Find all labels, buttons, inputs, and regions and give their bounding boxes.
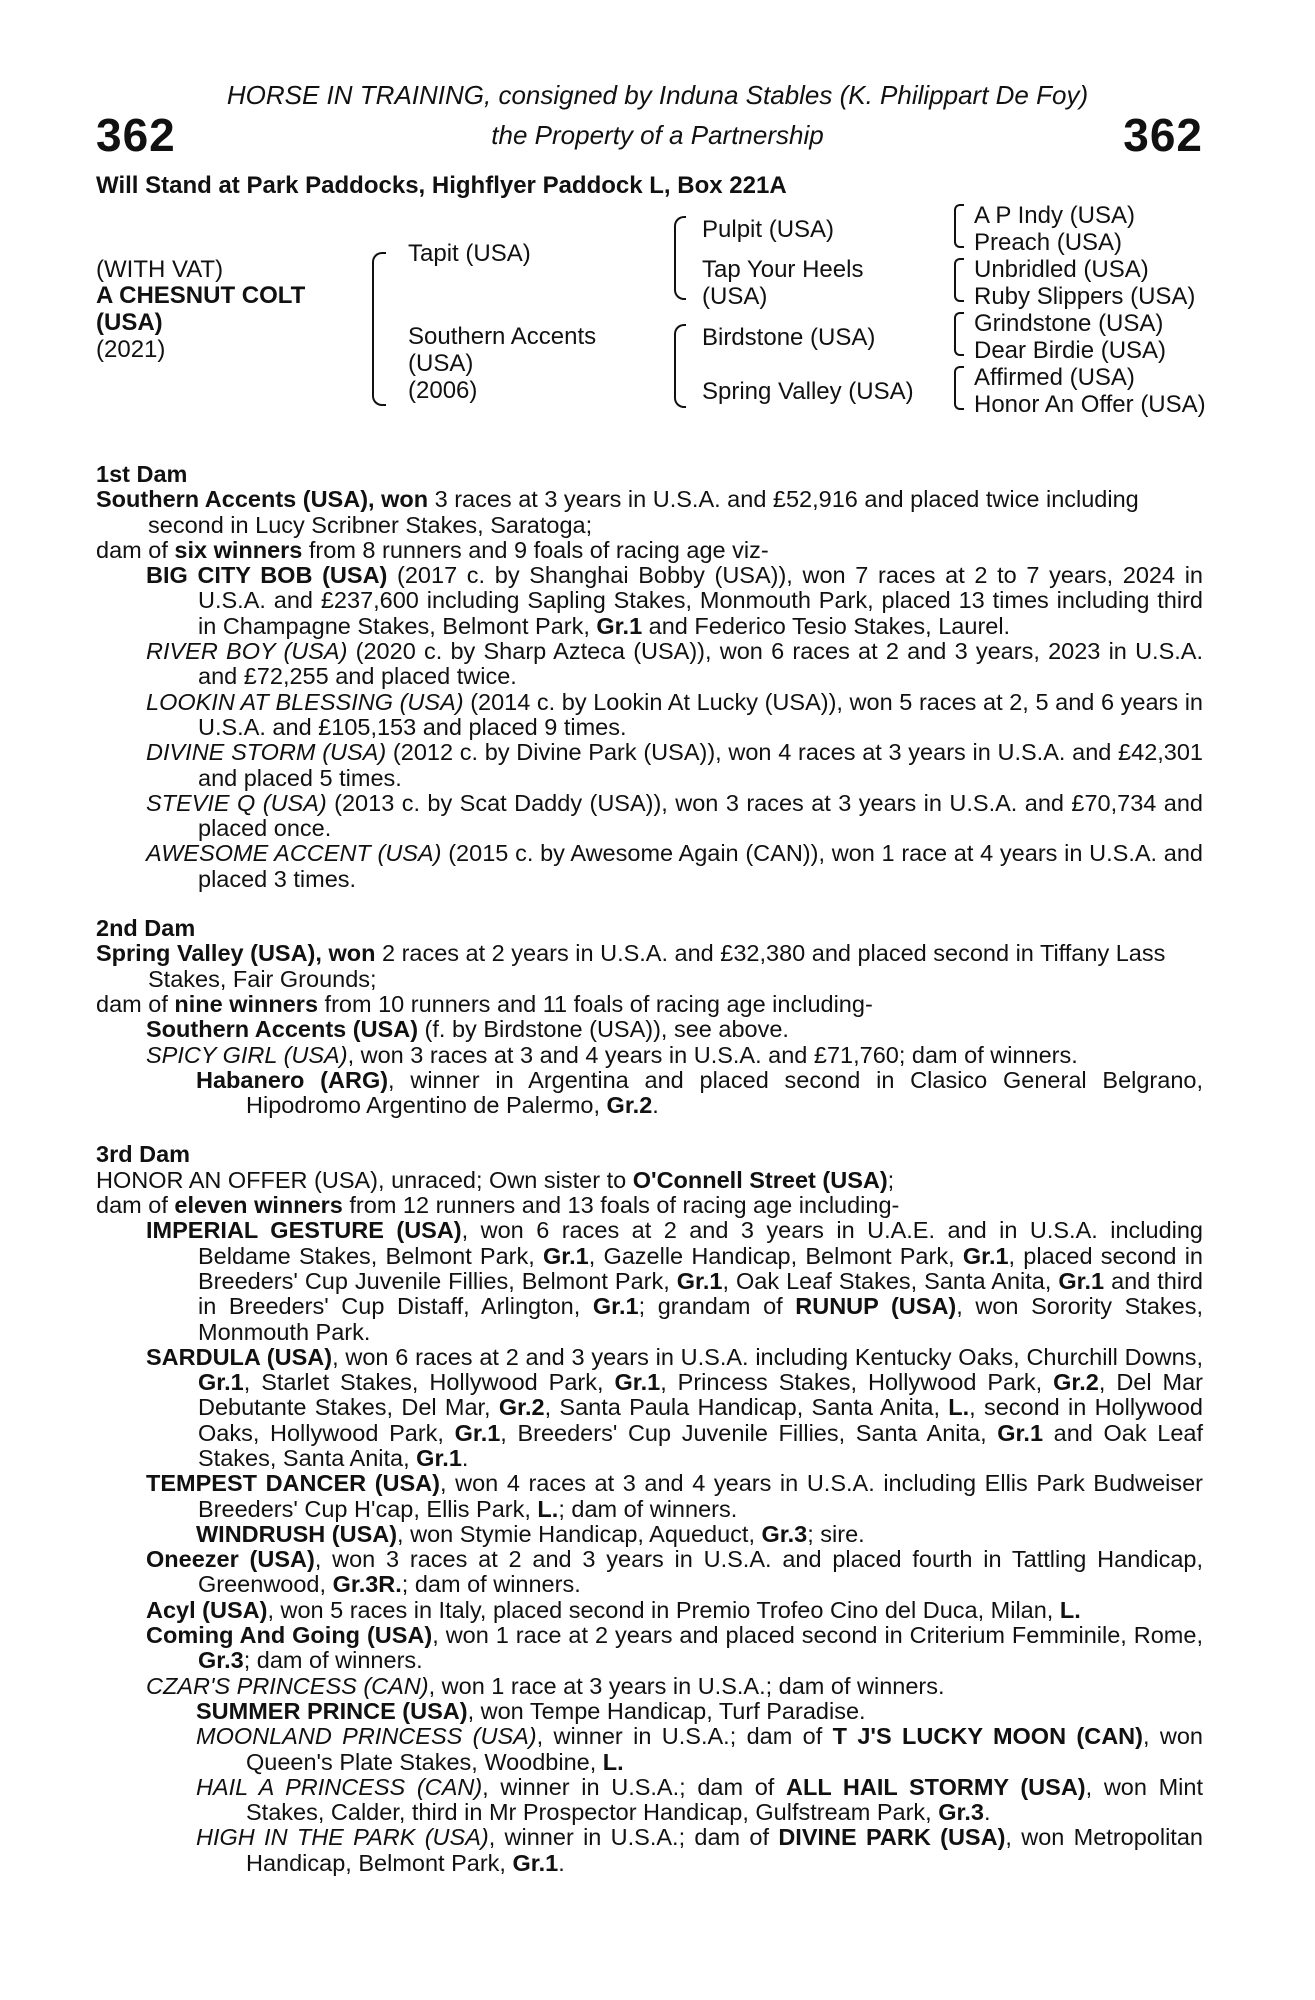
- race-record: , won 3 races at 3 and 4 years in U.S.A. and £71,760; dam of winners.: [347, 1041, 1078, 1068]
- produce-record: [96, 462, 1203, 1876]
- text: ; sire.: [807, 1520, 865, 1547]
- text: , Santa Paula Handicap, Santa Anita,: [544, 1394, 949, 1421]
- grade: Gr.1: [596, 612, 643, 639]
- text: , won Tempe Handicap, Turf Paradise.: [467, 1697, 866, 1724]
- text: , won 1 race at 2 years and placed second in Criterium Femminile, Rome,: [432, 1622, 1203, 1649]
- grade: Gr.1: [454, 1419, 501, 1446]
- dam-country: (USA): [408, 350, 474, 377]
- brace-gen1: [372, 252, 386, 406]
- grand-progeny-entry: [96, 1825, 1203, 1876]
- brace-sire-side: [674, 216, 686, 300]
- text: , won Metropolitan Handicap, Belmont Park,: [246, 1824, 1203, 1876]
- grandparent-1: A P Indy (USA): [974, 202, 1135, 229]
- race-record: (2013 c. by Scat Daddy (USA)), won 3 races at 3 years in U.S.A. and £70,734 and placed once.: [198, 789, 1203, 842]
- grade: Gr.1: [962, 1242, 1009, 1269]
- dam-of-line: [96, 1193, 1203, 1218]
- horse-name: Oneezer (USA): [146, 1546, 315, 1573]
- horse-name: TEMPEST DANCER (USA): [146, 1470, 440, 1497]
- winner-count: six winners: [174, 536, 303, 563]
- text: , Breeders' Cup Juvenile Fillies, Santa Anita,: [500, 1419, 998, 1446]
- horse-name: Coming And Going (USA): [146, 1622, 433, 1649]
- race-record: (2015 c. by Awesome Again (CAN)), won 1 race at 4 years in U.S.A. and placed 3 times.: [198, 840, 1203, 892]
- text: , won Queen's Plate Stakes, Woodbine,: [246, 1723, 1203, 1775]
- brace-g4: [954, 366, 964, 410]
- horse-name: BIG CITY BOB (USA): [146, 562, 388, 589]
- grand-progeny-entry: [96, 1068, 1203, 1119]
- horse-name: Southern Accents (USA): [96, 486, 369, 513]
- dam-entry: [96, 941, 1203, 992]
- progeny-entry: [96, 1547, 1203, 1598]
- grade: Gr.3: [761, 1520, 808, 1547]
- progeny-entry: [96, 740, 1203, 791]
- text: , won Stymie Handicap, Aqueduct,: [397, 1520, 762, 1547]
- grand-progeny-entry: [96, 1522, 1203, 1547]
- text: .: [461, 1444, 469, 1471]
- horse-name: Habanero (ARG): [196, 1066, 389, 1093]
- text: , winner in U.S.A.; dam of: [536, 1723, 833, 1750]
- progeny-entry: [96, 1471, 1203, 1522]
- horse-name: STEVIE Q (USA): [146, 789, 327, 816]
- progeny-entry: [96, 1345, 1203, 1471]
- progeny-entry: [96, 1623, 1203, 1674]
- grade: Gr.3: [938, 1799, 984, 1826]
- progeny-entry: [96, 690, 1203, 741]
- section-heading: 2nd Dam: [96, 915, 196, 942]
- winner-count: nine winners: [174, 990, 319, 1017]
- dam-entry: [96, 487, 1203, 538]
- horse-name: SUMMER PRINCE (USA): [196, 1697, 468, 1724]
- race-record: (2014 c. by Lookin At Lucky (USA)), won 5 races at 2, 5 and 6 years in U.S.A. and £105,153 and placed 9 times.: [198, 688, 1203, 740]
- grade: Gr.2: [498, 1394, 545, 1421]
- grand-progeny-entry: [96, 1724, 1203, 1775]
- horse-name: LOOKIN AT BLESSING (USA): [146, 688, 464, 715]
- subject-name: A CHESNUT COLT: [96, 282, 306, 309]
- text: ; dam of winners.: [558, 1495, 738, 1522]
- progeny-entry: [96, 791, 1203, 842]
- text: , Del Mar Debutante Stakes, Del Mar,: [198, 1369, 1203, 1421]
- progeny-entry: [96, 1218, 1203, 1344]
- grade: Gr.1: [614, 1369, 661, 1396]
- dam-dam: Spring Valley (USA): [702, 378, 914, 405]
- text: , won Sorority Stakes, Monmouth Park.: [198, 1293, 1203, 1345]
- horse-name: AWESOME ACCENT (USA): [146, 840, 442, 867]
- won-label: , won: [368, 486, 429, 513]
- horse-name: O'Connell Street (USA): [632, 1166, 888, 1193]
- text: from 10 runners and 11 foals of racing age including-: [318, 990, 873, 1017]
- grade: L.: [537, 1495, 559, 1522]
- text: , Gazelle Handicap, Belmont Park,: [588, 1242, 963, 1269]
- text: .: [558, 1849, 565, 1876]
- text: HONOR AN OFFER (USA), unraced; Own sister to: [96, 1166, 633, 1193]
- grand-progeny-entry: [96, 1699, 1203, 1724]
- sire-dam-country: (USA): [702, 283, 768, 310]
- grandparent-7: Affirmed (USA): [974, 364, 1135, 391]
- horse-name: MOONLAND PRINCESS (USA): [196, 1723, 537, 1750]
- grandparent-3: Unbridled (USA): [974, 256, 1149, 283]
- winner-count: eleven winners: [174, 1192, 343, 1219]
- grade: Gr.2: [1053, 1369, 1099, 1396]
- race-record: 3 races at 3 years in U.S.A. and £52,916 and placed twice including second in Lucy Scribner Stakes, Saratoga;: [148, 486, 1139, 538]
- text: .: [652, 1092, 659, 1119]
- sire: Tapit (USA): [408, 240, 531, 267]
- race-record: , winner in Argentina and placed second in Clasico General Belgrano, Hipodromo Argentino de Palermo,: [246, 1066, 1203, 1119]
- text: dam of: [96, 1192, 175, 1219]
- horse-name: SARDULA (USA): [146, 1343, 333, 1370]
- race-record: (2020 c. by Sharp Azteca (USA)), won 6 races at 2 and 3 years, 2023 in U.S.A. and £72,255 and placed twice.: [198, 638, 1203, 690]
- progeny-entry: [96, 1017, 1203, 1042]
- text: , Princess Stakes, Hollywood Park,: [660, 1369, 1054, 1396]
- grade: Gr.1: [542, 1242, 589, 1269]
- horse-name: HAIL A PRINCESS (CAN): [196, 1773, 483, 1800]
- text: , Oak Leaf Stakes, Santa Anita,: [722, 1267, 1059, 1294]
- horse-name: IMPERIAL GESTURE (USA): [146, 1217, 462, 1244]
- dam-entry: [96, 1168, 1203, 1193]
- progeny-entry: [96, 1598, 1203, 1623]
- text: , won 6 races at 2 and 3 years in U.S.A. including Kentucky Oaks, Churchill Downs,: [332, 1343, 1204, 1370]
- text: , placed second in Breeders' Cup Juvenile Fillies, Belmont Park,: [198, 1242, 1203, 1294]
- race-record: (2012 c. by Divine Park (USA)), won 4 races at 3 years in U.S.A. and £42,301 and placed 5 times.: [198, 739, 1204, 791]
- grandparent-2: Preach (USA): [974, 229, 1123, 256]
- progeny-entry: [96, 639, 1203, 690]
- progeny-entry: [96, 563, 1203, 639]
- grandparent-5: Grindstone (USA): [974, 310, 1164, 337]
- section-heading: 3rd Dam: [96, 1141, 191, 1168]
- subject-country: (USA): [96, 309, 163, 336]
- dam-name: Southern Accents: [408, 323, 597, 350]
- won-label: , won: [315, 940, 376, 967]
- race-record: (f. by Birdstone (USA)), see above.: [418, 1016, 789, 1043]
- grade: Gr.1: [416, 1444, 462, 1471]
- brace-g3: [954, 312, 964, 356]
- text: ; dam of winners.: [243, 1647, 423, 1674]
- text: , won Mint Stakes, Calder, third in Mr Prospector Handicap, Gulfstream Park,: [246, 1773, 1203, 1826]
- grandparent-6: Dear Birdie (USA): [974, 337, 1167, 364]
- text: , Starlet Stakes, Hollywood Park,: [243, 1369, 615, 1396]
- grade: L.: [602, 1748, 624, 1775]
- dam-sire: Birdstone (USA): [702, 324, 876, 351]
- text: , won 4 races at 3 and 4 years in U.S.A. including Ellis Park Budweiser Breeders' Cup H'cap, Ellis Park,: [198, 1470, 1204, 1522]
- grade: L.: [1059, 1596, 1081, 1623]
- lot-number-right: 362: [1123, 109, 1203, 161]
- text: , winner in U.S.A.; dam of: [488, 1824, 779, 1851]
- grand-progeny-entry: [96, 1775, 1203, 1826]
- horse-name: CZAR'S PRINCESS (CAN): [146, 1672, 429, 1699]
- text: dam of: [96, 990, 175, 1017]
- brace-dam-side: [674, 324, 686, 408]
- progeny-entry: [96, 841, 1203, 892]
- grade: Gr.1: [198, 1369, 244, 1396]
- grade: L.: [948, 1394, 970, 1421]
- lot-number-left: 362: [96, 109, 176, 161]
- grade: Gr.3R.: [332, 1571, 402, 1598]
- sire-dam: Tap Your Heels: [702, 256, 864, 283]
- text: dam of: [96, 536, 175, 563]
- horse-name: WINDRUSH (USA): [196, 1520, 398, 1547]
- section-heading: 1st Dam: [96, 461, 188, 487]
- grade: Gr.1: [592, 1293, 639, 1320]
- text: , won 5 races in Italy, placed second in Premio Trofeo Cino del Duca, Milan,: [267, 1596, 1060, 1623]
- text: ; dam of winners.: [401, 1571, 581, 1598]
- subject-year: (2021): [96, 336, 166, 363]
- horse-name: HIGH IN THE PARK (USA): [196, 1824, 489, 1851]
- progeny-entry: [96, 1043, 1203, 1068]
- horse-name: Acyl (USA): [146, 1596, 268, 1623]
- sire-sire: Pulpit (USA): [702, 216, 835, 243]
- vat-note: (WITH VAT): [96, 256, 224, 283]
- grade: Gr.2: [606, 1092, 653, 1119]
- consignor-line: HORSE IN TRAINING, consigned by Induna Stables (K. Philippart De Foy): [226, 80, 1089, 110]
- text: .: [983, 1799, 991, 1826]
- text: , won 3 races at 2 and 3 years in U.S.A. and placed fourth in Tattling Handicap, Greenwood,: [198, 1546, 1203, 1598]
- brace-g2: [954, 258, 964, 302]
- horse-name: DIVINE PARK (USA): [778, 1824, 1006, 1851]
- horse-name: RIVER BOY (USA): [146, 638, 348, 665]
- text: and third in Breeders' Cup Distaff, Arlington,: [198, 1267, 1203, 1320]
- horse-name: ALL HAIL STORMY (USA): [786, 1773, 1086, 1800]
- property-line: the Property of a Partnership: [491, 120, 824, 150]
- grandparent-4: Ruby Slippers (USA): [974, 283, 1196, 310]
- grandparent-8: Honor An Offer (USA): [974, 391, 1206, 418]
- text: , won 1 race at 3 years in U.S.A.; dam of winners.: [428, 1672, 945, 1699]
- horse-name: Spring Valley (USA): [96, 940, 316, 967]
- stand-location: Will Stand at Park Paddocks, Highflyer Paddock L, Box 221A: [96, 172, 787, 199]
- dam-of-line: [96, 992, 1203, 1017]
- text: , winner in U.S.A.; dam of: [482, 1773, 786, 1800]
- text: from 8 runners and 9 foals of racing age viz-: [302, 536, 769, 563]
- dam-year: (2006): [408, 377, 478, 404]
- text: from 12 runners and 13 foals of racing age including-: [342, 1192, 900, 1219]
- grade: Gr.3: [198, 1647, 244, 1674]
- grade: Gr.1: [1058, 1267, 1105, 1294]
- grade: Gr.1: [676, 1267, 723, 1294]
- grade: Gr.1: [997, 1419, 1044, 1446]
- horse-name: RUNUP (USA): [795, 1293, 957, 1320]
- horse-name: T J'S LUCKY MOON (CAN): [832, 1723, 1143, 1750]
- text: and Oak Leaf Stakes, Santa Anita,: [198, 1419, 1203, 1471]
- progeny-entry: [96, 1674, 1203, 1699]
- horse-name: SPICY GIRL (USA): [146, 1041, 348, 1068]
- text: ; grandam of: [638, 1293, 796, 1320]
- text: , won 6 races at 2 and 3 years in U.A.E. and in U.S.A. including Beldame Stakes, Belmont Park,: [198, 1217, 1203, 1269]
- text: ;: [887, 1166, 895, 1193]
- text: , second in Hollywood Oaks, Hollywood Park,: [198, 1394, 1203, 1446]
- race-record: and Federico Tesio Stakes, Laurel.: [642, 612, 1011, 639]
- dam-of-line: [96, 538, 1203, 563]
- race-record: 2 races at 2 years in U.S.A. and £32,380 and placed second in Tiffany Lass Stakes, Fair Grounds;: [148, 940, 1166, 992]
- race-record: (2017 c. by Shanghai Bobby (USA)), won 7 races at 2 to 7 years, 2024 in U.S.A. and £237,600 including Sapling Stakes, Monmouth Park, placed 13 times including third in Champagne Stakes, Belmont Park,: [198, 562, 1204, 639]
- horse-name: DIVINE STORM (USA): [146, 739, 387, 766]
- horse-name: Southern Accents (USA): [146, 1016, 419, 1043]
- brace-g1: [954, 204, 964, 248]
- grade: Gr.1: [512, 1849, 559, 1876]
